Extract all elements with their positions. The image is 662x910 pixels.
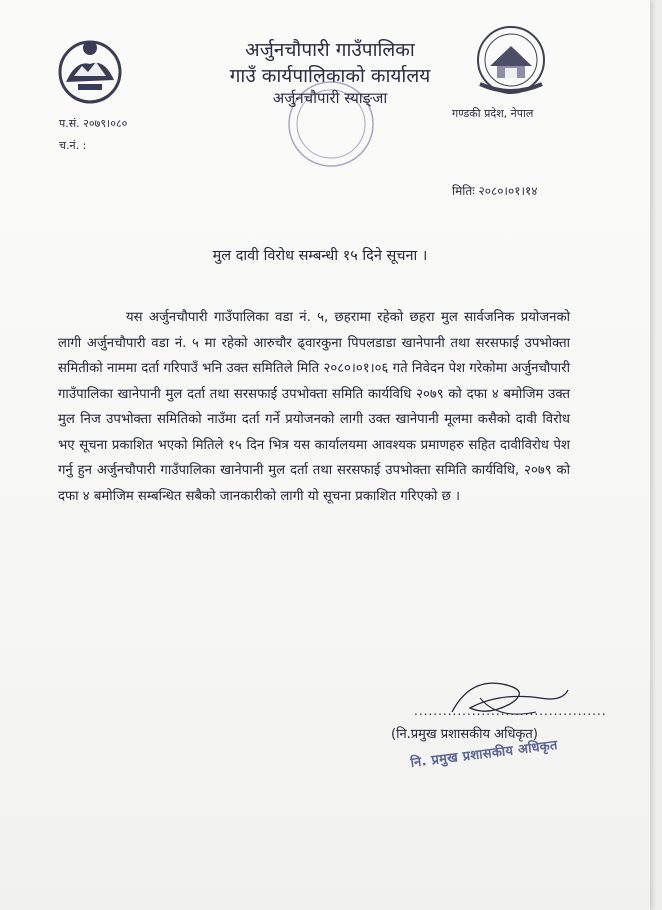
office-location: अर्जुनचौपारी स्याङ्जा: [272, 89, 388, 107]
signature-line: ........................................: [414, 704, 607, 718]
notice-date: मितिः २०८०।०१।१४: [452, 184, 538, 198]
signatory-title: (नि.प्रमुख प्रशासकीय अधिकृत): [391, 727, 538, 742]
municipality-name: अर्जुनचौपारी गाउँपालिका: [245, 39, 415, 61]
office-name: गाउँ कार्यपालिकाको कार्यालय: [229, 65, 431, 87]
notice-subject: मुल दावी विरोध सम्बन्धी १५ दिने सूचना ।: [212, 248, 428, 264]
nepal-emblem-icon: [52, 30, 128, 110]
dispatch-number: च.नं. :: [59, 139, 87, 152]
official-stamp: नि. प्रमुख प्रशासकीय अधिकृत: [409, 738, 559, 771]
handwritten-signature-icon: [440, 668, 580, 728]
notice-body: यस अर्जुनचौपारी गाउँपालिका वडा नं. ५, छहरामा रहेको छहरा मुल सार्वजनिक प्रयोजनको लागी अर्जुनचौपारी वडा नं. ५ मा रहेको आरुचौर ढ्वारकुना पिपलडाडा खानेपानी तथा सरसफाई उपभोक्ता समितीको नाममा दर्ता गरिपाउँ भनि उक्त समितिले मिति २०८०।०१।०६ गते निवेदन पेश गरेकोमा अर्जुनचौपारी गाउँपालिका खानेपानी मुल दर्ता तथा सरसफाई उपभोक्ता समिति कार्यविधि २०७९ को दफा ४ बमोजिम उक्त मुल निज उपभोक्ता समितिको नाउँमा दर्ता गर्ने प्रयोजनको लागी उक्त खानेपानी मूलमा कसैको दावी विरोध भए सूचना प्रकाशित भएको मितिले १५ दिन भित्र यस कार्यालयमा आवश्यक प्रमाणहरु सहित दावीविरोध पेश गर्नु हुन अर्जुनचौपारी गाउँपालिका खानेपानी मुल दर्ता तथा सरसफाई उपभोक्ता समिति कार्यविधि, २०७९ को दफा ४ बमोजिम सम्बन्धित सबैको जानकारीको लागी यो सूचना प्रकाशित गरिएको छ ।: [58, 310, 570, 504]
reference-number: प.सं. २०७९।०८०: [59, 117, 128, 130]
province-label: गण्डकी प्रदेश, नेपाल: [452, 107, 534, 120]
